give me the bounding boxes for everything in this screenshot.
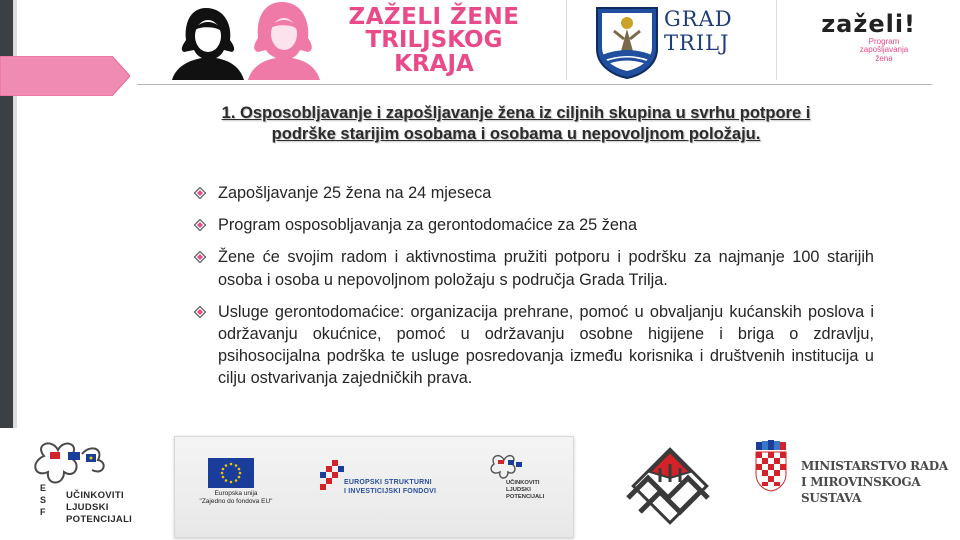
pink-arrow-decoration	[0, 56, 130, 96]
esf-letter: F	[40, 507, 46, 517]
section-heading-line-2: podrške starijim osobama i osobama u nepovoljnom položaju.	[271, 125, 761, 143]
esf-letter: S	[40, 495, 47, 505]
program-logo	[806, 10, 916, 63]
program-subtitle-line-3: žena	[875, 53, 893, 63]
ministry-name-line: I MIROVINSKOGA SUSTAVA	[801, 475, 921, 505]
esf-tagline-line: UČINKOVITI	[66, 490, 124, 501]
program-subtitle-line-1: Program	[868, 37, 900, 46]
eu-caption-line: "Zajedno do fondova EU"	[199, 498, 273, 505]
hzz-logo-icon	[614, 438, 726, 534]
list-item	[192, 214, 874, 236]
esf-letter: E	[40, 483, 47, 493]
esf-tagline-line: LJUDSKI	[66, 502, 109, 513]
ministry-name-line: MINISTARSTVO RADA	[801, 459, 948, 473]
esf-small-caption-line: UČINKOVITI	[506, 480, 540, 486]
esf-tagline-line: POTENCIJALI	[66, 514, 133, 525]
city-name-line-2: TRILJ	[664, 30, 730, 55]
header-divider	[566, 0, 567, 80]
esf-small-caption	[506, 480, 544, 501]
list-item	[192, 182, 874, 204]
ministry-name	[801, 458, 960, 506]
diamond-bullet-icon	[194, 306, 206, 318]
bullet-text: Žene će svojim radom i aktivnostima pružiti potporu i podršku za najmanje 100 starijih osoba i osoba u nepovoljnom položaju s područja Grada Trilja.	[218, 248, 874, 289]
esif-caption-line: I INVESTICIJSKI FONDOVI	[344, 488, 437, 495]
program-logo-wordmark: zaželi!	[821, 10, 916, 38]
diamond-bullet-icon	[194, 251, 206, 263]
esf-small-caption-line: LJUDSKI	[506, 487, 531, 493]
header-divider-2	[776, 0, 777, 80]
project-title	[336, 6, 532, 76]
program-subtitle-line-2: zapošljavanja	[859, 45, 909, 55]
bullet-text: Zapošljavanje 25 žena na 24 mjeseca	[218, 184, 492, 202]
croatian-coat-of-arms-icon	[754, 440, 788, 492]
diamond-bullet-icon	[194, 187, 206, 199]
trilj-crest-icon	[594, 5, 660, 79]
eu-caption	[198, 490, 274, 506]
esf-small-caption-line: POTENCIJALI	[506, 494, 545, 500]
program-subtitle	[854, 38, 914, 63]
esif-caption	[344, 478, 436, 496]
eu-caption-line: Europska unija	[214, 490, 258, 497]
list-item	[192, 301, 874, 390]
project-title-line-2: TRILJSKOG	[365, 27, 503, 54]
eu-flag-icon	[208, 458, 254, 488]
section-heading	[178, 103, 854, 145]
diamond-bullet-icon	[194, 219, 206, 231]
women-silhouettes-icon	[168, 0, 328, 82]
esf-letters	[40, 482, 46, 518]
header-rule	[137, 84, 932, 85]
esf-tagline	[66, 490, 132, 526]
project-title-line-3: KRAJA	[394, 50, 474, 77]
city-name-line-1: GRAD	[664, 7, 733, 31]
city-name	[664, 8, 733, 55]
section-heading-line-1: 1. Osposobljavanje i zapošljavanje žena iz ciljnih skupina u svrhu potpore i	[221, 104, 811, 122]
list-item	[192, 246, 874, 290]
bullet-text: Program osposobljavanja za gerontodomaćice za 25 žena	[218, 216, 638, 235]
bullet-text: Usluge gerontodomaćice: organizacija prehrane, pomoć u obvaljanju kućanskih poslova i održavanju okućnice, pomoć u održavanju osobne higijene i briga o zdravlju, psihosocijalna podrška te usluge posredovanja između korisnika i društvenih institucija u cilju ostvarivanja zajedničkih prava.	[218, 302, 874, 388]
project-title-line-1: ZAŽELI ŽENE	[348, 4, 520, 30]
esif-caption-line: EUROPSKI STRUKTURNI	[344, 479, 432, 486]
bullet-list	[192, 182, 874, 400]
